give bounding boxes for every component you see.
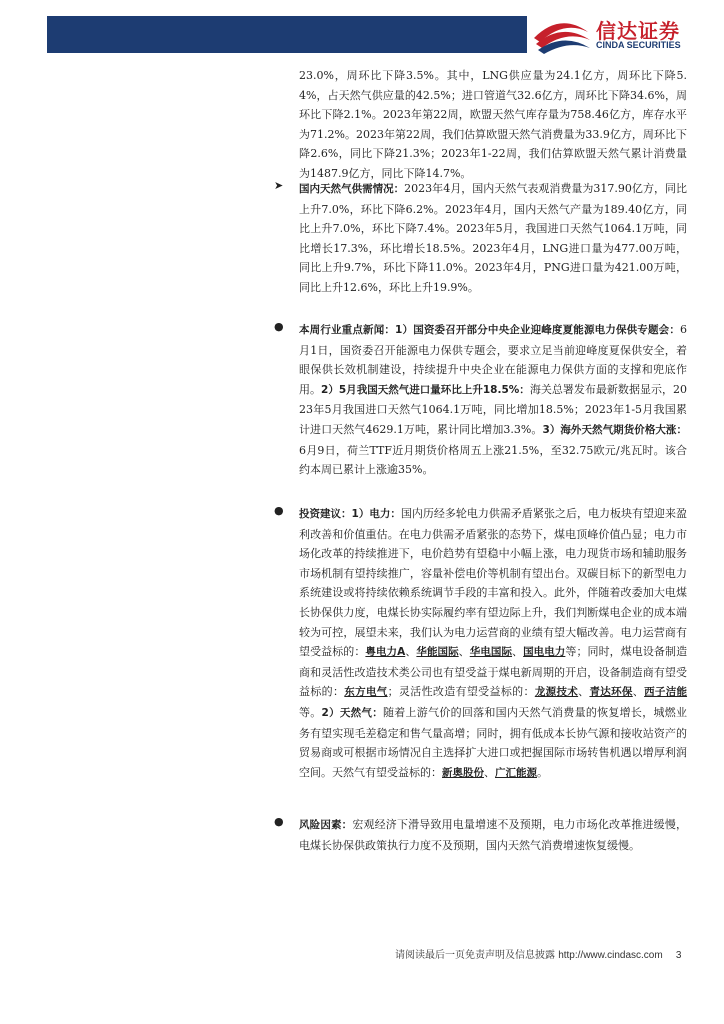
target-stock: 东方电气 — [344, 686, 388, 699]
risk-paragraph — [299, 815, 687, 855]
power-label: 1）电力： — [351, 508, 401, 520]
gas-text: 随着上游气价的回落和国内天然气消费量的恢复增长，城燃业务有望实现毛差稳定和售气量高增；同时，拥有低成本长协气源和接收站资产的贸易商或可根据市场情况自主选择扩大进口或把握国际市场转售机遇以增厚利润空间。天然气有望受益标的： — [299, 705, 688, 779]
power-text: 国内历经多轮电力供需矛盾紧张之后，电力板块有望迎来盈利改善和价值重估。在电力供需矛盾紧张的态势下，煤电顶峰价值凸显；电力市场化改革的持续推进下，电价趋势有望稳中小幅上涨，电力现货市场和辅助服务市场机制有望持续推广，容量补偿电价等机制有望出台。双碳目标下的新型电力系统建设或将持续依赖系统调节手段的丰富和投入。此外，伴随着改委加大电煤长协保供力度，电煤长协实际履约率有望边际上升，我们判断煤电企业的成本端较为可控，展望未来，我们认为电力运营商的业绩有望大幅改善。电力运营商有望受益标的： — [299, 507, 688, 659]
news-1-title: 1）国资委召开部分中央企业迎峰度夏能源电力保供专题会： — [395, 324, 680, 336]
cinda-logo — [530, 12, 710, 56]
industry-news-paragraph — [299, 320, 687, 480]
footer-disclaimer: 请阅读最后一页免责声明及信息披露 — [395, 950, 555, 961]
page-number: 3 — [675, 950, 682, 961]
target-stock: 华电国际 — [469, 646, 513, 659]
footer-url[interactable]: http://www.cindasc.com — [558, 950, 663, 961]
dot-bullet-icon: ● — [274, 815, 284, 828]
target-stock: 粤电力A — [365, 646, 406, 659]
news-3-text: 6月9日，荷兰TTF近月期货价格周五上涨21.5%，至32.75欧元/兆瓦时。该合约本周已累计上涨逾35%。 — [299, 443, 687, 477]
gas-end: 。 — [537, 765, 548, 779]
logo-chinese-text: 信达证券 — [596, 19, 680, 43]
target-stock: 龙源技术 — [534, 686, 579, 699]
risk-text: 宏观经济下滑导致用电量增速不及预期，电力市场化改革推进缓慢，电煤长协保供政策执行力度不及预期，国内天然气消费增速恢复缓慢。 — [299, 818, 688, 852]
gas-label: 2）天然气： — [321, 706, 383, 719]
investment-title: 投资建议： — [299, 508, 352, 520]
target-stock: 华能国际 — [416, 646, 459, 659]
page-footer — [395, 946, 681, 961]
header-bar — [47, 16, 527, 53]
target-stock: 西子洁能 — [644, 686, 688, 699]
dot-bullet-icon: ● — [274, 320, 284, 333]
cinda-emblem-icon — [530, 12, 592, 56]
target-stock: 青达环保 — [589, 686, 633, 699]
target-stock: 国电电力 — [523, 646, 566, 659]
news-2-text: 海关总署发布最新数据显示，2023年5月我国进口天然气1064.1万吨，同比增加18.5%；2023年1-5月我国累计进口天然气4629.1万吨，累计同比增加3.3%。 — [299, 382, 688, 436]
domestic-gas-title: 国内天然气供需情况： — [299, 183, 405, 195]
power-text-3: ；灵活性改造有望受益标的： — [387, 685, 535, 699]
power-end: 等。 — [299, 705, 322, 719]
domestic-gas-paragraph — [299, 179, 687, 298]
news-1-text: 6月1日，国资委召开能源电力保供专题会，要求立足当前迎峰度夏保供安全，着眼保供长效机制建设，持续提升中央企业在能源电力保供方面的支撑和兜底作用。 — [299, 323, 687, 396]
risk-title: 风险因素： — [299, 819, 353, 831]
target-stock: 新奥股份 — [442, 766, 484, 779]
power-text-2: 等；同时，煤电设备制造商和灵活性改造技术类公司也有望受益于煤电新周期的开启，设备制造商有望受益标的： — [299, 645, 688, 699]
industry-news-title: 本周行业重点新闻： — [299, 324, 396, 336]
dot-bullet-icon: ● — [274, 504, 284, 517]
target-stock: 广汇能源 — [495, 766, 537, 779]
arrow-bullet-icon: ➤ — [274, 179, 284, 192]
news-2-title: 2）5月我国天然气进口量环比上升18.5%： — [321, 383, 530, 396]
news-3-title: 3）海外天然气期货价格大涨： — [542, 423, 687, 436]
europe-gas-paragraph: 23.0%，周环比下降3.5%。其中，LNG供应量为24.1亿方，周环比下降5.4%，占天然气供应量的42.5%；进口管道气32.6亿方，周环比下降34.6%，周环比下降2.1%。2023年第22周，欧盟天然气库存量为758.46亿方，库存水平为71.2%。2023年第22周，我们估算欧盟天然气消费量为33.9亿方，周环比下降2.6%，同比下降21.3%；2023年1-22周，我们估算欧盟天然气累计消费量为1487.9亿方，同比下降14.7%。 — [299, 69, 687, 180]
logo-english-text: CINDA SECURITIES — [596, 40, 681, 50]
investment-paragraph: 投资建议：1）电力：国内历经多轮电力供需矛盾紧张之后，电力板块有望迎来盈利改善和价值重估。在电力供需矛盾紧张的态势下，煤电顶峰价值凸显；电力市场化改革的持续推进下，电价趋势有望稳中小幅上涨，电力现货市场和辅助服务市场机制有望持续推广，容量补偿电价等机制有望出台。双碳目标下的新型电力系统建设或将持续依赖系统调节手段的丰富和投入。此外，伴随着改委加大电煤长协保供力度，电煤长协实际履约率有望边际上升，我们判断煤电企业的成本端较为可控，展望未来，我们认为电力运营商的业绩有望大幅改善。电力运营商有望受益标的：粤电力A、华能国际、华电国际、国电电力等；同时，煤电设备制造商和灵活性改造技术类公司也有望受益于煤电新周期的开启，设备制造商有望受益标的：东方电气；灵活性改造有望受益标的：龙源技术、青达环保、西子洁能等。2）天然气：随着上游气价的回落和国内天然气消费量的恢复增长，城燃业务有望实现毛差稳定和售气量高增；同时，拥有低成本长协气源和接收站资产的贸易商或可根据市场情况自主选择扩大进口或把握国际市场转售机遇以增厚利润空间。天然气有望受益标的：新奥股份、广汇能源。 — [299, 507, 688, 779]
domestic-gas-text: 2023年4月，国内天然气表观消费量为317.90亿方，同比上升7.0%，环比下降6.2%。2023年4月，国内天然气产量为189.40亿方，同比上升7.0%，环比下降7.4%。2023年5月，我国进口天然气1064.1万吨，同比增长17.3%，环比增长18.5%。2023年4月，LNG进口量为477.00万吨，同比上升9.7%，环比下降11.0%。2023年4月，PNG进口量为421.00万吨，同比上升12.6%，环比上升19.9%。 — [299, 182, 688, 294]
